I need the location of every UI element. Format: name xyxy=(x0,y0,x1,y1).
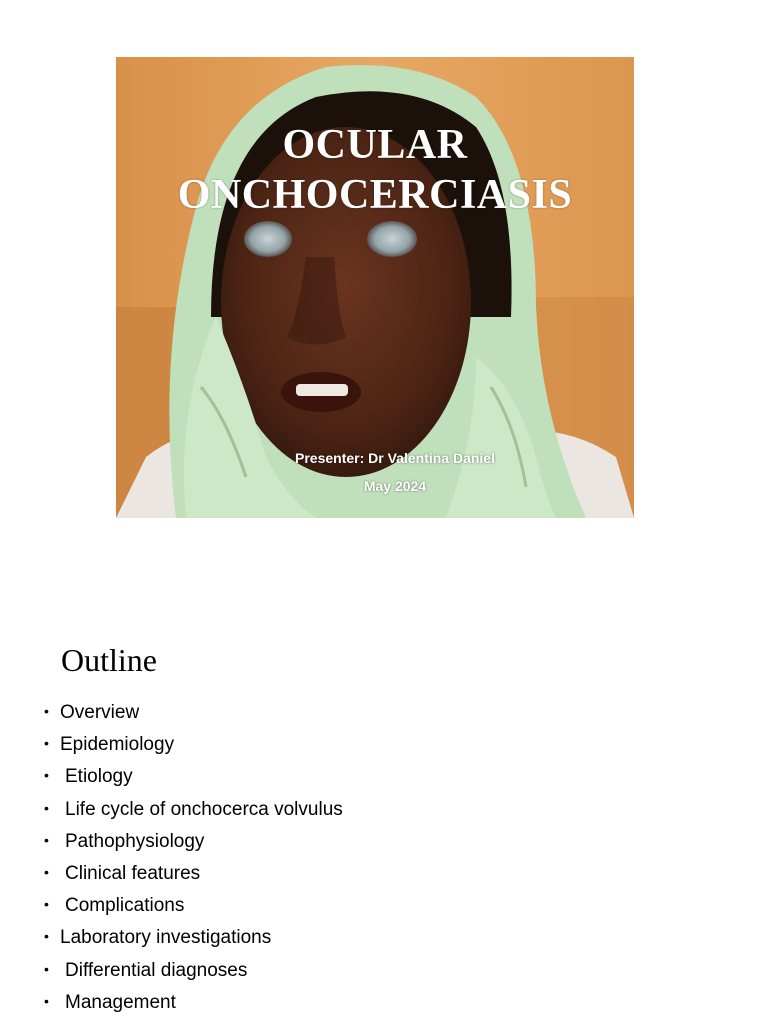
outline-item: • Pathophysiology xyxy=(44,826,343,858)
bullet-icon: • xyxy=(44,960,49,977)
outline-item: • Laboratory investigations xyxy=(44,922,343,954)
outline-item: • Etiology xyxy=(44,761,343,793)
outline-list xyxy=(44,697,343,1019)
bullet-icon: • xyxy=(44,703,49,719)
bullet-icon: • xyxy=(44,896,49,913)
outline-item: • Management xyxy=(44,987,343,1019)
bullet-icon: • xyxy=(44,799,49,816)
bullet-icon: • xyxy=(44,992,49,1009)
bullet-icon: • xyxy=(44,767,49,784)
bullet-icon: • xyxy=(44,831,49,848)
slide-title-line-2: ONCHOCERCIASIS xyxy=(177,172,573,218)
outline-heading: Outline xyxy=(61,642,157,678)
presenter-name: Presenter: Dr Valentina Daniel xyxy=(295,450,495,466)
outline-item: • Clinical features xyxy=(44,858,343,890)
title-slide xyxy=(116,57,634,518)
outline-item: • Epidemiology xyxy=(44,729,343,761)
bullet-icon: • xyxy=(44,735,49,752)
slide-title-line-1: OCULAR xyxy=(282,122,468,168)
bullet-icon: • xyxy=(44,928,49,945)
outline-item: • Differential diagnoses xyxy=(44,955,343,987)
outline-item: • Life cycle of onchocerca volvulus xyxy=(44,794,343,826)
bullet-icon: • xyxy=(44,863,49,880)
presentation-date: May 2024 xyxy=(363,478,427,494)
outline-item: • Overview xyxy=(44,697,343,729)
outline-item: • Complications xyxy=(44,890,343,922)
